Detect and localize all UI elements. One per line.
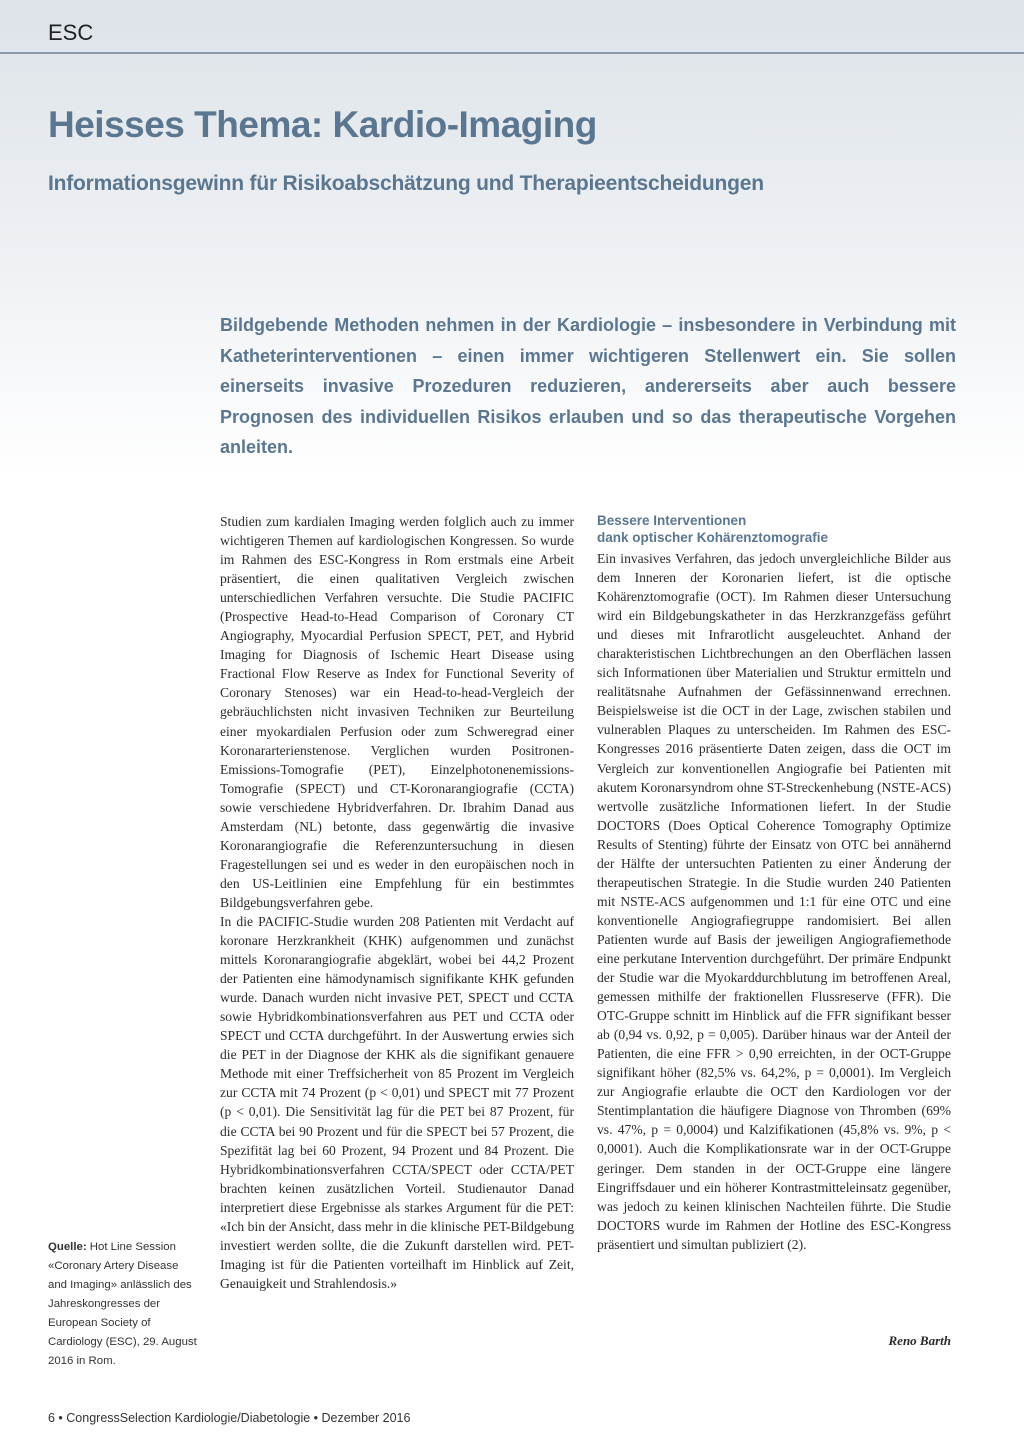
body-paragraph: In die PACIFIC-Studie wurden 208 Patienten mit Verdacht auf koronare Herzkrankheit (KHK) aufgenommen und zunächst mittels Koronarangiografie abgeklärt, wobei bei 44,2 Prozent der Patienten eine hämodynamisch signifikante KHK gefunden wurde. Danach wurden nicht invasive PET, SPECT und CCTA sowie Hybridkombinationsverfahren aus PET und CCTA oder SPECT und CCTA durchgeführt. In der Auswertung erwies sich die PET in der Diagnose der KHK als die signifikant genauere Methode mit einer Treffsicherheit von 85 Prozent im Vergleich zur CCTA mit 74 Prozent (p < 0,01) und SPECT mit 77 Prozent (p < 0,01). Die Sensitivität lag für die PET bei 87 Prozent, für die CCTA bei 90 Prozent und für die SPECT bei 57 Prozent, die Spezifität lag bei 60 Prozent, 94 Prozent und 84 Prozent. Die Hybridkombinationsverfahren CCTA/SPECT oder CCTA/PET brachten keinen zusätzlichen Vorteil. Studienautor Danad interpretiert diese Ergebnisse als starkes Argument für die PET: «Ich bin der Ansicht, dass mehr in die klinische PET-Bildgebung investiert werden sollte, die die Zukunft darstellen wird. PET-Imaging ist für die Patienten vorteilhaft im Hinblick auf Zeit, Genauigkeit und Strahlendosis.»: [220, 913, 574, 1291]
author-name: Reno Barth: [888, 1333, 951, 1348]
article-title: Heisses Thema: Kardio-Imaging: [48, 104, 597, 145]
article-subtitle: Informationsgewinn für Risikoabschätzung und Therapieentscheidungen: [48, 172, 764, 195]
page-footer: 6 • CongressSelection Kardiologie/Diabetologie • Dezember 2016: [48, 1411, 411, 1425]
section-tag: ESC: [48, 20, 94, 45]
source-text: Hot Line Session «Coronary Artery Disease and Imaging» anlässlich des Jahreskongresses der European Society of Cardiology (ESC), 29. August 2016 in Rom.: [48, 1241, 197, 1367]
section-heading-line: Bessere Interventionen: [597, 513, 747, 528]
top-bar: [0, 0, 1024, 54]
section-heading: [597, 512, 951, 546]
body-column-left: [220, 512, 574, 1293]
body-paragraph: Ein invasives Verfahren, das jedoch unvergleichliche Bilder aus dem Inneren der Koronarien liefert, ist die optische Kohärenztomografie (OCT). Im Rahmen dieser Untersuchung wird ein Bildgebungskatheter in das Herzkranzgefäss geführt und dieses mit Infrarotlicht ausgeleuchtet. Anhand der charakteristischen Lichtbrechungen an den Oberflächen lassen sich Informationen über Materialien und Struktur ermitteln und realitätsnahe Aufnahmen der Gefässinnenwand errechnen. Beispielsweise ist die OCT in der Lage, zwischen stabilen und vulnerablen Plaques zu unterscheiden. Im Rahmen des ESC-Kongresses 2016 präsentierte Daten zeigen, dass die OCT im Vergleich zur konventionellen Angiografie bei Patienten mit akutem Koronarsyndrom ohne ST-Streckenhebung (NSTE-ACS) wertvolle zusätzliche Informationen liefert. In der Studie DOCTORS (Does Optical Coherence Tomography Optimize Results of Stenting) führte der Einsatz von OTC bei annähernd der Hälfte der untersuchten Patienten zu einer Änderung der therapeutischen Strategie. In die Studie wurden 240 Patienten mit NSTE-ACS aufgenommen und 1:1 für eine OTC und eine konventionelle Angiografiegruppe randomisiert. Bei allen Patienten wurde auf Basis der jeweiligen Angiografiemethode eine perkutane Intervention durchgeführt. Der primäre Endpunkt der Studie war die Myokarddurchblutung im betroffenen Areal, gemessen mithilfe der fraktionellen Flussreserve (FFR). Die OTC-Gruppe schnitt im Hinblick auf die FFR signifikant besser ab (0,94 vs. 0,92, p = 0,005). Darüber hinaus war der Anteil der Patienten, die eine FFR > 0,90 erreichten, in der OCT-Gruppe signifikant höher (82,5% vs. 64,2%, p = 0,0001). Im Vergleich zur Angiografie erlaubte die OCT den Kardiologen vor der Stentimplantation die häufigere Diagnose von Thromben (69% vs. 47%, p = 0,0004) und Kalzifikationen (45,8% vs. 9%, p < 0,0001). Auch die Komplikationsrate war in der OCT-Gruppe geringer. Dem standen in der OCT-Gruppe eine längere Eingriffsdauer und ein höherer Kontrastmitteleinsatz gegenüber, was jedoch zu keinen klinischen Nachteilen führte. Die Studie DOCTORS wurde im Rahmen der Hotline des ESC-Kongress präsentiert und simultan publiziert (2).: [597, 551, 951, 1252]
body-paragraph: Studien zum kardialen Imaging werden folglich auch zu immer wichtigeren Themen auf kardiologischen Kongressen. So wurde im Rahmen des ESC-Kongress in Rom erstmals eine Arbeit präsentiert, die einen qualitativen Vergleich zwischen unterschiedlichen Verfahren versuchte. Die Studie PACIFIC (Prospective Head-to-Head Comparison of Coronary CT Angiography, Myocardial Perfusion SPECT, PET, and Hybrid Imaging for Diagnosis of Ischemic Heart Disease using Fractional Flow Reserve as Index for Functional Severity of Coronary Stenoses) war ein Head-to-head-Vergleich der gebräuchlichsten nicht invasiven Techniken zur Beurteilung einer myokardialen Perfusion oder zum Schweregrad einer Koronararterienstenose. Verglichen wurden Positronen-Emissions-Tomografie (PET), Einzelphotonenemissions-Tomografie (SPECT) und CT-Koronarangiografie (CCTA) sowie verschiedene Hybridverfahren. Dr. Ibrahim Danad aus Amsterdam (NL) betonte, dass gegenwärtig die invasive Koronarangiografie die Referenzuntersuchung in diesen Fragestellungen sei und es weder in den europäischen noch in den US-Leitlinien eine Empfehlung für ein bestimmtes Bildgebungsverfahren gebe.: [220, 514, 574, 910]
body-column-right: [597, 512, 951, 1254]
section-heading-line: dank optischer Kohärenztomografie: [597, 530, 829, 545]
source-label: Quelle:: [48, 1241, 87, 1253]
lead-paragraph: Bildgebende Methoden nehmen in der Kardiologie – insbesondere in Verbindung mit Katheterinterventionen – einen immer wichtigeren Stellenwert ein. Sie sollen einerseits invasive Prozeduren reduzieren, andererseits aber auch bessere Prognosen des individuellen Risikos erlauben und so das therapeutische Vorgehen anleiten.: [220, 315, 956, 457]
source-note: [48, 1238, 198, 1371]
